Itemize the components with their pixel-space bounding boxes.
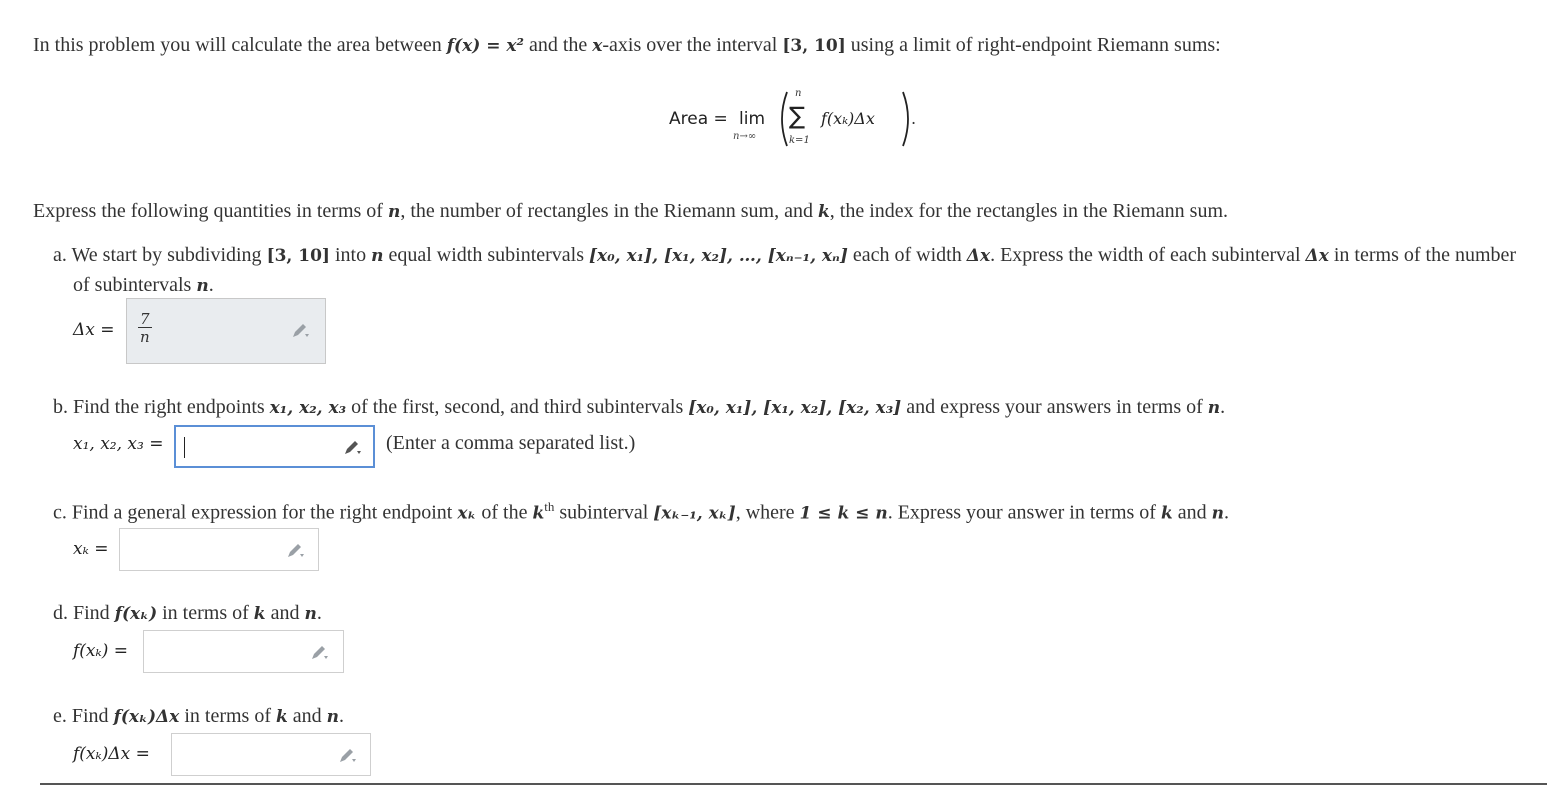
answer-c-field[interactable] [119, 528, 319, 571]
intro-text: In this problem you will calculate the area between f(x) = x² and the x-axis over the interval [3, 10] using a limit of right-endpoint Riemann sums: [33, 34, 1221, 56]
answer-c-label: xₖ = [73, 539, 109, 559]
pencil-icon[interactable] [310, 645, 332, 661]
pencil-icon[interactable] [343, 440, 365, 456]
part-b-question: b. Find the right endpoints x₁, x₂, x₃ of the first, second, and third subintervals [x₀, x₁], [x₁, x₂], [x₂, x₃] and express your answers in terms of n. [53, 396, 1226, 418]
answer-a-label: Δx = [73, 320, 115, 340]
sigma-symbol: ∑ [789, 102, 806, 130]
answer-a-field[interactable] [126, 298, 326, 364]
part-e-question: e. Find f(xₖ)Δx in terms of k and n. [53, 705, 345, 727]
pencil-icon[interactable] [338, 748, 360, 764]
instructions: Express the following quantities in terms of n, the number of rectangles in the Riemann sum, and k, the index for the rectangles in the Riemann sum. [33, 200, 1229, 222]
answer-a-fraction: $\frac{7}{n}$ [139, 310, 150, 346]
pencil-icon[interactable] [291, 323, 313, 339]
answer-e-label: f(xₖ)Δx = [73, 744, 150, 764]
pencil-icon[interactable] [286, 543, 308, 559]
answer-d-label: f(xₖ) = [73, 641, 128, 661]
function-expr: f(x) = x² [446, 36, 524, 56]
part-d-question: d. Find f(xₖ) in terms of k and n. [53, 602, 322, 624]
part-c-question: c. Find a general expression for the right endpoint xₖ of the $k^{th}$ subinterval [xₖ₋₁, xₖ], where 1 ≤ k ≤ n. Express your answer in terms of k and n. [53, 499, 1230, 524]
answer-b-field[interactable] [174, 425, 375, 468]
text-cursor [184, 437, 185, 458]
answer-b-label: x₁, x₂, x₃ = [73, 434, 164, 454]
answer-d-field[interactable] [143, 630, 344, 673]
answer-b-hint: (Enter a comma separated list.) [386, 432, 636, 454]
divider [40, 783, 1547, 785]
part-a-question: a. We start by subdividing [3, 10] into n equal width subintervals [x₀, x₁], [x₁, x₂], …, [xₙ₋₁, xₙ] each of width Δx. Express the width of each subinterval Δx in terms of the number of subintervals n. [53, 244, 1517, 296]
answer-e-field[interactable] [171, 733, 371, 776]
